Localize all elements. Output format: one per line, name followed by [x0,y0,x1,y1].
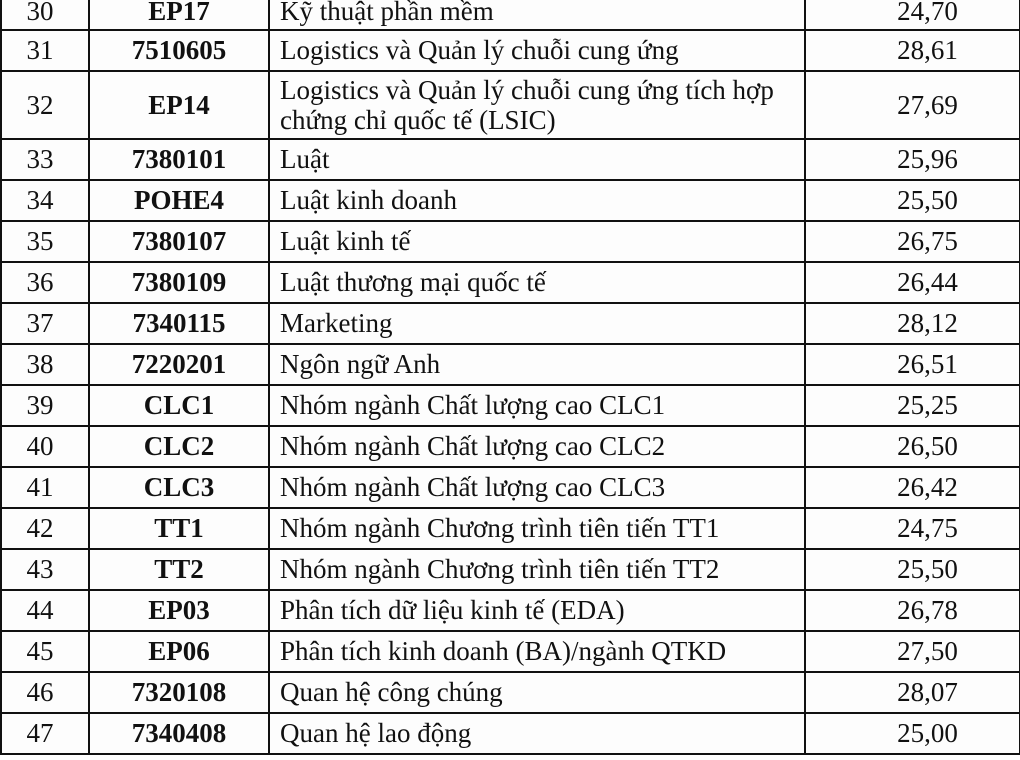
table-row [1,221,1020,262]
major-code: EP14 [89,71,269,139]
cutoff-score: 26,42 [805,467,1020,508]
major-code: EP03 [89,590,269,631]
major-code: 7340408 [89,713,269,754]
table-row [1,385,1020,426]
cutoff-score: 26,75 [805,221,1020,262]
major-code: 7380101 [89,139,269,180]
cutoff-score: 28,12 [805,303,1020,344]
major-code: TT1 [89,508,269,549]
major-code: POHE4 [89,180,269,221]
row-number: 40 [1,426,89,467]
table-row [1,713,1020,754]
major-code: TT2 [89,549,269,590]
cutoff-score: 25,50 [805,549,1020,590]
row-number: 33 [1,139,89,180]
major-name: Nhóm ngành Chương trình tiên tiến TT2 [269,549,805,590]
major-name: Luật kinh doanh [269,180,805,221]
table-row [1,344,1020,385]
row-number: 32 [1,71,89,139]
cutoff-score: 26,78 [805,590,1020,631]
major-code: EP06 [89,631,269,672]
major-name: Quan hệ công chúng [269,672,805,713]
major-name: Luật thương mại quốc tế [269,262,805,303]
cutoff-score: 26,51 [805,344,1020,385]
major-name: Luật [269,139,805,180]
major-name: Nhóm ngành Chất lượng cao CLC1 [269,385,805,426]
major-name: Ngôn ngữ Anh [269,344,805,385]
cutoff-score: 25,96 [805,139,1020,180]
cutoff-score: 25,25 [805,385,1020,426]
table-row [1,508,1020,549]
major-code: 7380107 [89,221,269,262]
major-code: 7340115 [89,303,269,344]
table-row [1,426,1020,467]
cutoff-score: 27,50 [805,631,1020,672]
cutoff-score: 24,70 [805,0,1020,30]
table-row [1,303,1020,344]
row-number: 43 [1,549,89,590]
major-code: 7510605 [89,30,269,71]
cutoff-score: 26,44 [805,262,1020,303]
row-number: 42 [1,508,89,549]
row-number: 37 [1,303,89,344]
cutoff-score: 27,69 [805,71,1020,139]
table-row [1,631,1020,672]
cutoff-score: 24,75 [805,508,1020,549]
major-code: CLC3 [89,467,269,508]
major-code: 7320108 [89,672,269,713]
table-row [1,71,1020,139]
table-row [1,590,1020,631]
major-name: Logistics và Quản lý chuỗi cung ứng [269,30,805,71]
row-number: 39 [1,385,89,426]
cutoff-score: 28,07 [805,672,1020,713]
table-row [1,180,1020,221]
major-name: Nhóm ngành Chất lượng cao CLC3 [269,467,805,508]
row-number: 31 [1,30,89,71]
row-number: 30 [1,0,89,30]
major-name: Luật kinh tế [269,221,805,262]
major-name: Kỹ thuật phần mềm [269,0,805,30]
major-name: Quan hệ lao động [269,713,805,754]
row-number: 46 [1,672,89,713]
major-code: 7380109 [89,262,269,303]
major-name: Marketing [269,303,805,344]
cutoff-score: 25,50 [805,180,1020,221]
table-row [1,0,1020,30]
row-number: 34 [1,180,89,221]
cutoff-score: 26,50 [805,426,1020,467]
row-number: 41 [1,467,89,508]
cutoff-score: 28,61 [805,30,1020,71]
table-row [1,672,1020,713]
major-code: 7220201 [89,344,269,385]
table-body [1,0,1020,754]
major-name: Nhóm ngành Chất lượng cao CLC2 [269,426,805,467]
table-row [1,549,1020,590]
row-number: 44 [1,590,89,631]
major-code: CLC2 [89,426,269,467]
table-row [1,139,1020,180]
major-name: Phân tích dữ liệu kinh tế (EDA) [269,590,805,631]
row-number: 36 [1,262,89,303]
table-row [1,262,1020,303]
major-name: Phân tích kinh doanh (BA)/ngành QTKD [269,631,805,672]
row-number: 35 [1,221,89,262]
table-row [1,30,1020,71]
row-number: 47 [1,713,89,754]
major-name: Logistics và Quản lý chuỗi cung ứng tích hợp chứng chỉ quốc tế (LSIC) [269,71,805,139]
row-number: 45 [1,631,89,672]
major-code: EP17 [89,0,269,30]
table-row [1,467,1020,508]
major-code: CLC1 [89,385,269,426]
major-name: Nhóm ngành Chương trình tiên tiến TT1 [269,508,805,549]
row-number: 38 [1,344,89,385]
cutoff-score: 25,00 [805,713,1020,754]
